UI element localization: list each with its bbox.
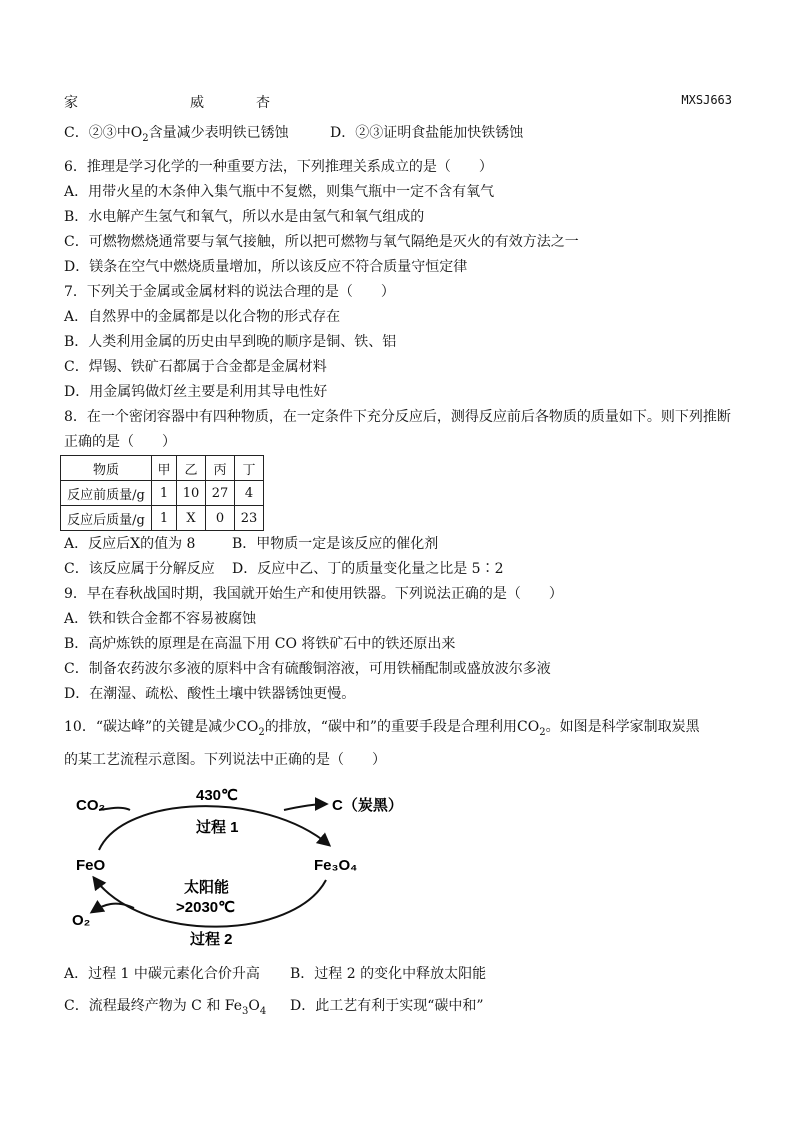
label-process1: 过程 1 — [196, 819, 239, 836]
q6-option-d: D．镁条在空气中燃烧质量增加，所以该反应不符合质量守恒定律 — [64, 259, 468, 275]
q10-stem-line1: 10．“碳达峰”的关键是减少$CO_2$的排放，“碳中和”的重要手段是合理利用$CO_2$。如图是科学家制取炭黑 — [64, 719, 700, 738]
q9-option-a: A．铁和铁合金都不容易被腐蚀 — [64, 611, 257, 627]
header-text-1: 家 — [64, 95, 78, 111]
q8-option-b: B．甲物质一定是该反应的催化剂 — [232, 536, 439, 552]
table-header-cell: 丁 — [235, 456, 264, 481]
table-header-row — [61, 456, 264, 481]
q7-option-a: A．自然界中的金属都是以化合物的形式存在 — [64, 309, 341, 325]
q10-process-diagram — [64, 780, 484, 950]
label-solar: 太阳能 — [184, 879, 230, 896]
q8-option-a: A．反应后X的值为 8 — [64, 536, 196, 552]
q10-option-a: A．过程 1 中碳元素化合价升高 — [64, 966, 260, 982]
q6-stem: 6．推理是学习化学的一种重要方法，下列推理关系成立的是（ ） — [64, 159, 493, 175]
table-header-cell: 乙 — [177, 456, 206, 481]
table-row — [61, 506, 264, 531]
table-header-cell: 物质 — [61, 456, 152, 481]
table-header-cell: 丙 — [206, 456, 235, 481]
table-cell: 10 — [177, 481, 206, 506]
q8-option-c: C．该反应属于分解反应 — [64, 561, 215, 577]
page-header — [64, 92, 732, 112]
label-process2: 过程 2 — [190, 931, 233, 948]
q8-stem-line2: 正确的是（ ） — [64, 434, 176, 450]
q6-option-a: A．用带火星的木条伸入集气瓶中不复燃，则集气瓶中一定不含有氧气 — [64, 184, 495, 200]
q8-stem-line1: 8．在一个密闭容器中有四种物质，在一定条件下充分反应后，测得反应前后各物质的质量如下。则下列推断 — [64, 409, 731, 425]
table-cell: 反应后质量/g — [61, 506, 152, 531]
table-cell: 1 — [152, 506, 177, 531]
q9-option-c: C．制备农药波尔多液的原料中含有硫酸铜溶液，可用铁桶配制或盛放波尔多液 — [64, 661, 551, 677]
label-carbon: C（炭黑） — [332, 797, 403, 814]
q7-option-c: C．焊锡、铁矿石都属于合金都是金属材料 — [64, 359, 327, 375]
q7-stem: 7．下列关于金属或金属材料的说法合理的是（ ） — [64, 284, 395, 300]
table-header-cell: 甲 — [152, 456, 177, 481]
q9-option-b: B．高炉炼铁的原理是在高温下用 CO 将铁矿石中的铁还原出来 — [64, 636, 456, 652]
table-cell: 反应前质量/g — [61, 481, 152, 506]
label-temp1: 430℃ — [196, 787, 238, 804]
table-cell: 4 — [235, 481, 264, 506]
q7-option-d: D．用金属钨做灯丝主要是利用其导电性好 — [64, 384, 328, 400]
q5-option-c: C．②③中$O_2$含量减少表明铁已锈蚀 — [64, 125, 289, 144]
q8-option-d: D．反应中乙、丁的质量变化量之比是 5∶2 — [232, 561, 504, 577]
table-cell: 1 — [152, 481, 177, 506]
carbon-output-arrow — [284, 804, 326, 810]
q9-stem: 9．早在春秋战国时期，我国就开始生产和使用铁器。下列说法正确的是（ ） — [64, 586, 563, 602]
oxygen-output-arrow — [92, 904, 134, 912]
table-cell: 0 — [206, 506, 235, 531]
q5-option-d: D．②③证明食盐能加快铁锈蚀 — [330, 125, 524, 141]
label-fe3o4: Fe₃O₄ — [314, 857, 358, 874]
q10-option-b: B．过程 2 的变化中释放太阳能 — [290, 966, 487, 982]
q9-option-d: D．在潮湿、疏松、酸性土壤中铁器锈蚀更慢。 — [64, 686, 356, 702]
header-code: MXSJ663 — [681, 93, 732, 107]
label-co2: CO₂ — [76, 797, 106, 814]
label-temp2: >2030℃ — [176, 899, 235, 916]
table-row — [61, 481, 264, 506]
q6-option-c: C．可燃物燃烧通常要与氧气接触，所以把可燃物与氧气隔绝是灭火的有效方法之一 — [64, 234, 579, 250]
label-feo: FeO — [76, 857, 106, 874]
q8-mass-table — [60, 455, 264, 531]
q10-stem-line2: 的某工艺流程示意图。下列说法中正确的是（ ） — [64, 752, 386, 768]
table-cell: 27 — [206, 481, 235, 506]
header-text-2: 威 — [190, 95, 204, 111]
q10-option-d: D．此工艺有利于实现“碳中和” — [290, 998, 484, 1014]
q10-option-c: C．流程最终产物为 C 和 $Fe_3O_4$ — [64, 998, 267, 1017]
q7-option-b: B．人类利用金属的历史由早到晚的顺序是铜、铁、铝 — [64, 334, 397, 350]
table-cell: X — [177, 506, 206, 531]
table-cell: 23 — [235, 506, 264, 531]
label-o2: O₂ — [72, 912, 91, 929]
q6-option-b: B．水电解产生氢气和氧气，所以水是由氢气和氧气组成的 — [64, 209, 425, 225]
header-text-3: 杏 — [256, 95, 270, 111]
